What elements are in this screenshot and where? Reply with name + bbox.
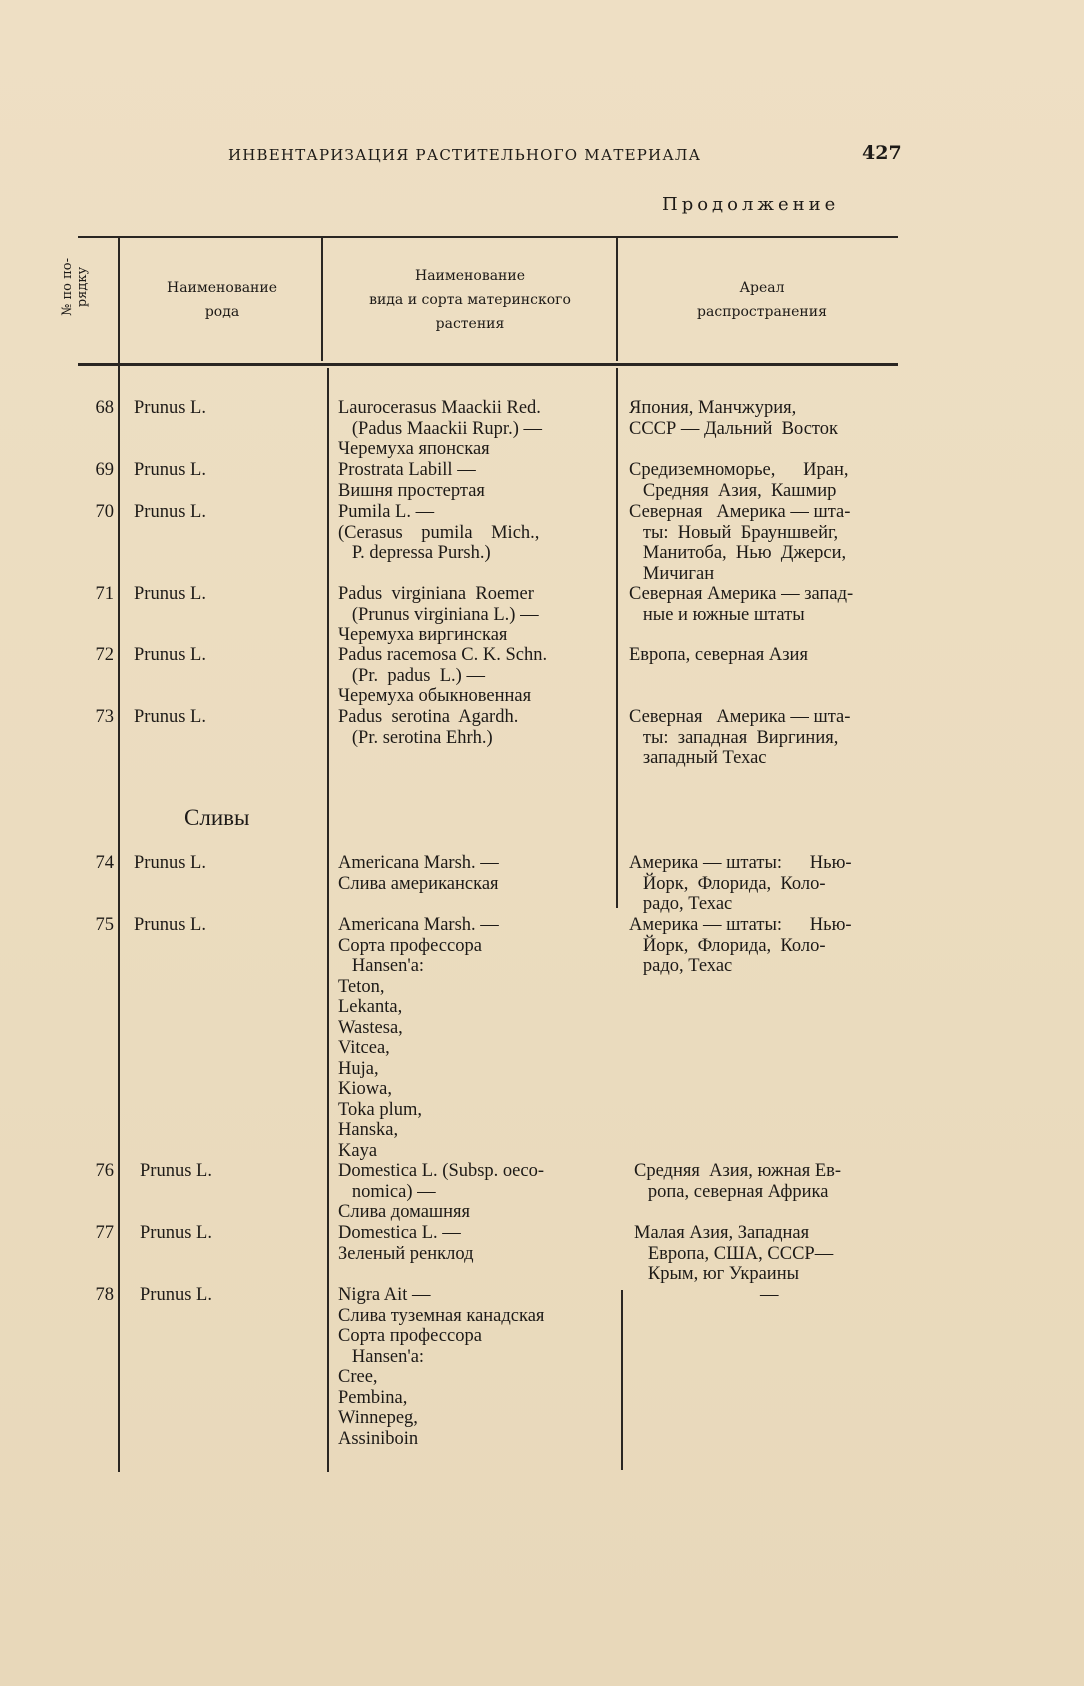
species-cell: Laurocerasus Maackii Red. (Padus Maackii Rupr.) — Черемуха японская (338, 398, 542, 459)
species-cell: Americana Marsh. — Слива американская (338, 853, 499, 894)
header-range: Ареал распространения (697, 280, 827, 320)
row-number: 73 (95, 707, 114, 727)
column-divider-3 (616, 238, 618, 361)
genus-cell: Prunus L. (134, 398, 206, 418)
range-cell: Северная Америка — запад- ные и южные штаты (629, 584, 854, 625)
species-cell: Padus racemosa C. K. Schn. (Pr. padus L.) — Черемуха обыкновенная (338, 645, 548, 706)
column-divider-2 (321, 238, 323, 361)
column-divider-3-body (616, 368, 618, 908)
genus-cell: Prunus L. (134, 645, 206, 665)
range-cell: Америка — штаты: Нью- Йорк, Флорида, Коло- радо, Техас (629, 853, 852, 914)
range-cell: Северная Америка — шта- ты: западная Виргиния, западный Техас (629, 707, 851, 768)
header-genus: Наименование рода (167, 280, 277, 320)
section-heading-plums: Сливы (184, 805, 250, 830)
header-species: Наименование вида и сорта материнского растения (369, 268, 571, 332)
range-cell: Малая Азия, Западная Европа, США, СССР— Крым, юг Украины (634, 1223, 834, 1284)
row-number: 69 (95, 460, 114, 480)
range-cell: Северная Америка — шта- ты: Новый Брауншвейг, Манитоба, Нью Джерси, Мичиган (629, 502, 851, 584)
species-cell: Domestica L. (Subsp. oeco- nomica) — Слива домашняя (338, 1161, 545, 1222)
column-divider-1 (118, 238, 120, 1472)
table-top-rule (78, 236, 898, 238)
species-cell: Americana Marsh. — Сорта профессора Hansen'a: Teton, Lekanta, Wastesa, Vitcea, Huja, Kiowa, Toka plum, Hanska, Kaya (338, 915, 499, 1161)
genus-cell: Prunus L. (134, 915, 206, 935)
species-cell: Padus virginiana Roemer (Prunus virginiana L.) — Черемуха виргинская (338, 584, 539, 645)
row-number: 77 (95, 1223, 114, 1243)
genus-cell: Prunus L. (134, 853, 206, 873)
range-cell: Средиземноморье, Иран, Средняя Азия, Кашмир (629, 460, 849, 501)
continuation-label: Продолжение (662, 194, 840, 215)
column-divider-3-lower (621, 1290, 623, 1470)
genus-cell: Prunus L. (140, 1223, 212, 1243)
genus-cell: Prunus L. (134, 460, 206, 480)
row-number: 75 (95, 915, 114, 935)
row-number: 70 (95, 502, 114, 522)
row-number: 76 (95, 1161, 114, 1181)
row-number: 72 (95, 645, 114, 665)
column-divider-2-body (327, 368, 329, 1472)
species-cell: Prostrata Labill — Вишня простертая (338, 460, 485, 501)
range-cell: Америка — штаты: Нью- Йорк, Флорида, Коло- радо, Техас (629, 915, 852, 976)
genus-cell: Prunus L. (140, 1161, 212, 1181)
genus-cell: Prunus L. (134, 502, 206, 522)
row-number: 78 (95, 1285, 114, 1305)
running-title: ИНВЕНТАРИЗАЦИЯ РАСТИТЕЛЬНОГО МАТЕРИАЛА (228, 146, 702, 164)
row-number: 68 (95, 398, 114, 418)
row-number: 71 (95, 584, 114, 604)
page-number: 427 (862, 142, 902, 164)
genus-cell: Prunus L. (134, 707, 206, 727)
species-cell: Pumila L. — (Cerasus pumila Mich., P. depressa Pursh.) (338, 502, 540, 563)
genus-cell: Prunus L. (140, 1285, 212, 1305)
header-order-number: № по по- рядку (60, 258, 90, 316)
header-bottom-rule (78, 363, 898, 366)
species-cell: Padus serotina Agardh. (Pr. serotina Ehrh.) (338, 707, 519, 748)
species-cell: Nigra Ait — Слива туземная канадская Сорта профессора Hansen'a: Cree, Pembina, Winnepeg, Assiniboin (338, 1285, 545, 1449)
range-cell: — (760, 1285, 779, 1305)
genus-cell: Prunus L. (134, 584, 206, 604)
range-cell: Европа, северная Азия (629, 645, 808, 665)
species-cell: Domestica L. — Зеленый ренклод (338, 1223, 474, 1264)
range-cell: Средняя Азия, южная Ев- ропа, северная Африка (634, 1161, 842, 1202)
row-number: 74 (95, 853, 114, 873)
range-cell: Япония, Манчжурия, СССР — Дальний Восток (629, 398, 839, 439)
